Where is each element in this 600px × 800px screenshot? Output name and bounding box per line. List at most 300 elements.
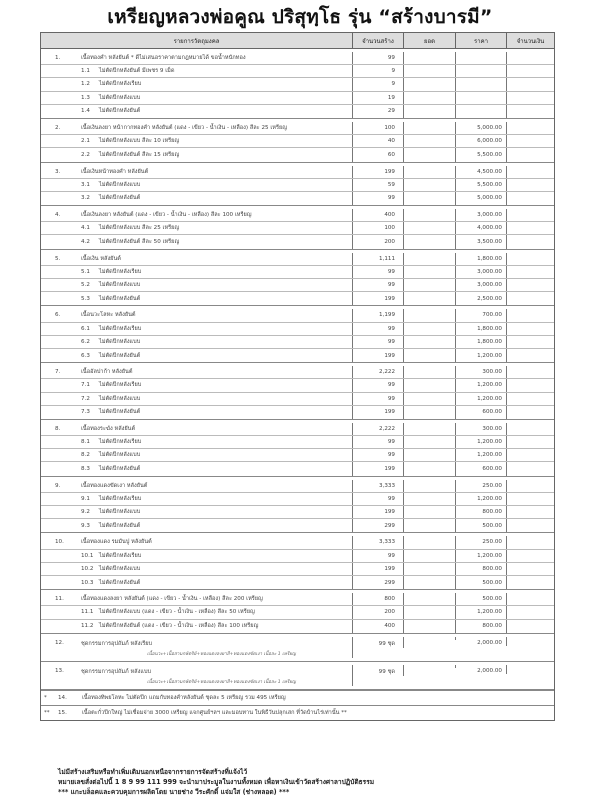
item-group — [41, 306, 554, 363]
price-cell: 500.00 — [456, 519, 507, 532]
item-number: 7.1 — [81, 382, 90, 389]
order-cell[interactable] — [404, 323, 456, 335]
item-name: ไม่ตัดปีกหลังแบบ — [99, 282, 141, 289]
item-cell — [41, 349, 353, 362]
price-cell: 1,200.00 — [456, 393, 507, 405]
item-name: ไม่ตัดปีกหลังแบบ สีละ 25 เหรียญ — [99, 225, 180, 232]
amount-cell[interactable] — [507, 536, 554, 548]
item-group — [41, 49, 554, 119]
item-number: 5.2 — [81, 282, 90, 289]
item-name: ไม่ตัดปีกหลังยันต์ — [99, 466, 141, 473]
item-name: ไม่ตัดปีกหลังยันต์ — [99, 108, 141, 115]
order-cell[interactable] — [404, 436, 456, 448]
price-cell: 250.00 — [456, 480, 507, 492]
order-cell[interactable] — [404, 122, 456, 134]
item-number: 7.3 — [81, 409, 90, 416]
set-group — [41, 634, 554, 662]
price-cell: 1,200.00 — [456, 449, 507, 461]
order-cell[interactable] — [404, 292, 456, 305]
quantity-cell: 99 ชุด — [353, 637, 404, 648]
price-cell: 5,000.00 — [456, 122, 507, 134]
order-cell[interactable] — [404, 65, 456, 77]
quantity-cell: 99 — [353, 266, 404, 278]
order-cell[interactable] — [404, 493, 456, 505]
item-number: 2. — [55, 125, 61, 132]
order-cell[interactable] — [404, 135, 456, 147]
quantity-cell: 99 — [353, 550, 404, 562]
quantity-cell: 29 — [353, 105, 404, 118]
price-cell: 700.00 — [456, 309, 507, 321]
order-cell[interactable] — [404, 309, 456, 321]
quantity-cell: 199 — [353, 349, 404, 362]
quantity-cell: 9 — [353, 78, 404, 90]
item-number: 6.3 — [81, 352, 90, 359]
order-cell[interactable] — [404, 279, 456, 291]
quantity-cell: 99 — [353, 379, 404, 391]
amount-cell[interactable] — [507, 366, 554, 378]
item-name: เนื้อเงิน หลังยันต์ — [81, 255, 121, 262]
order-cell[interactable] — [404, 606, 456, 618]
price-cell: 2,000.00 — [456, 637, 507, 646]
item-cell — [41, 637, 353, 658]
footer-line: ไม่มีสร้างเสริมหรือทำเพิ่มเติมนอกเหนือจากรายการจัดสร้างที่แจ้งไว้ — [58, 768, 248, 776]
amount-cell[interactable] — [507, 323, 554, 335]
item-cell — [41, 620, 353, 633]
footer-line: หมายเลขสั่งต่อไปนี้ 1 8 9 99 111 999 จะนำมาประมูลในงานทั้งหมด เพื่อหาเงินเข้าวัดสร้างศาลาปฏิบัติธรรม — [58, 778, 375, 786]
order-cell[interactable] — [404, 366, 456, 378]
item-cell — [41, 253, 353, 265]
amount-cell[interactable] — [507, 235, 554, 248]
table-row-sub — [41, 148, 554, 161]
item-cell — [41, 550, 353, 562]
price-cell — [456, 105, 507, 118]
amount-cell[interactable] — [507, 563, 554, 575]
item-number: 3.2 — [81, 195, 90, 202]
order-cell[interactable] — [404, 536, 456, 548]
item-name: เนื้อทองคำ หลังยันต์ * ดีไม่เสนอราคาตามกฎหมายได้ ขอน้ำหนักทอง — [81, 55, 246, 62]
order-table — [40, 32, 555, 721]
price-cell: 1,200.00 — [456, 606, 507, 618]
amount-cell[interactable] — [507, 292, 554, 305]
price-cell — [456, 92, 507, 104]
table-row-sub — [41, 192, 554, 205]
item-group — [41, 206, 554, 250]
item-cell — [41, 393, 353, 405]
item-cell — [41, 336, 353, 348]
price-cell: 800.00 — [456, 563, 507, 575]
item-name: ไม่ตัดปีกหลังแบบ — [99, 395, 141, 402]
price-cell: 300.00 — [456, 366, 507, 378]
item-number: 5. — [55, 255, 61, 262]
quantity-cell: 2,222 — [353, 366, 404, 378]
amount-cell[interactable] — [507, 336, 554, 348]
amount-cell[interactable] — [507, 279, 554, 291]
price-cell: 3,000.00 — [456, 279, 507, 291]
item-number: 1.2 — [81, 81, 90, 88]
price-cell: 1,200.00 — [456, 349, 507, 362]
item-name: ไม่ตัดปีกหลังยันต์ มีเพชร 9 เม็ด — [99, 68, 175, 75]
item-cell — [41, 166, 353, 178]
item-name: ชุดกรรมการอุปถัมภ์ หลังแบบ — [81, 668, 152, 675]
price-cell — [456, 78, 507, 90]
item-group — [41, 420, 554, 477]
item-cell — [41, 506, 353, 518]
order-cell[interactable] — [404, 336, 456, 348]
note-row — [41, 705, 554, 720]
item-cell — [41, 436, 353, 448]
item-cell — [41, 576, 353, 589]
header-amount: จำนวนเงิน — [516, 37, 545, 45]
table-row — [41, 52, 554, 65]
order-cell[interactable] — [404, 253, 456, 265]
amount-cell[interactable] — [507, 379, 554, 391]
item-name: ไม่ตัดปีกหลังเรียบ — [99, 552, 142, 559]
order-cell[interactable] — [404, 166, 456, 178]
quantity-cell: 60 — [353, 148, 404, 161]
order-cell[interactable] — [404, 620, 456, 633]
note-number: 15. — [58, 709, 67, 716]
table-row-sub — [41, 349, 554, 362]
item-number: 8. — [55, 425, 61, 432]
item-name: ไม่ตัดปีกหลังยันต์ สีละ 15 เหรียญ — [99, 151, 180, 158]
quantity-cell: 199 — [353, 292, 404, 305]
order-cell[interactable] — [404, 593, 456, 605]
quantity-cell: 199 — [353, 166, 404, 178]
quantity-cell: 100 — [353, 222, 404, 234]
item-name: ไม่ตัดปีกหลังเรียบ — [99, 268, 142, 275]
item-group — [41, 119, 554, 163]
quantity-cell: 9 — [353, 65, 404, 77]
item-number: 9. — [55, 482, 61, 489]
item-cell — [41, 379, 353, 391]
item-group — [41, 477, 554, 534]
item-name: เนื้อทองระฆัง หลังยันต์ — [81, 425, 136, 432]
footer-line: *** แกะบล็อคและควบคุมการผลิตโดย นายช่าง วีระศักดิ์ แจ่มใส (ช่างหลอด) *** — [58, 788, 290, 796]
item-cell — [41, 563, 353, 575]
quantity-cell: 199 — [353, 563, 404, 575]
quantity-cell: 400 — [353, 620, 404, 633]
amount-cell[interactable] — [507, 209, 554, 221]
order-cell[interactable] — [404, 449, 456, 461]
item-cell — [41, 593, 353, 605]
amount-cell[interactable] — [507, 576, 554, 589]
amount-cell[interactable] — [507, 462, 554, 475]
item-name: ไม่ตัดปีกหลังยันต์ — [99, 409, 141, 416]
table-row-sub — [41, 606, 554, 619]
price-cell: 800.00 — [456, 620, 507, 633]
item-cell — [41, 105, 353, 118]
amount-cell[interactable] — [507, 349, 554, 362]
item-name: เนื้อทองแดงลงยา หลังยันต์ (แดง - เขียว - น้ำเงิน - เหลือง) สีละ 200 เหรียญ — [81, 596, 263, 603]
amount-cell[interactable] — [507, 423, 554, 435]
item-cell — [41, 92, 353, 104]
price-cell: 3,500.00 — [456, 235, 507, 248]
item-name: ไม่ตัดปีกหลังยันต์ — [99, 579, 141, 586]
table-row-sub — [41, 235, 554, 248]
order-cell[interactable] — [404, 423, 456, 435]
price-cell: 500.00 — [456, 576, 507, 589]
amount-cell[interactable] — [507, 78, 554, 90]
order-cell[interactable] — [404, 665, 456, 668]
order-cell[interactable] — [404, 105, 456, 118]
amount-cell[interactable] — [507, 105, 554, 118]
note-number: 14. — [58, 694, 67, 701]
quantity-cell: 99 — [353, 192, 404, 205]
table-row-sub — [41, 105, 554, 118]
table-row-sub — [41, 563, 554, 576]
item-name: ไม่ตัดปีกหลังยันต์ สีละ 50 เหรียญ — [99, 239, 180, 246]
quantity-cell: 99 — [353, 323, 404, 335]
item-group — [41, 250, 554, 307]
quantity-cell: 1,199 — [353, 309, 404, 321]
amount-cell[interactable] — [507, 52, 554, 64]
item-cell — [41, 323, 353, 335]
order-cell[interactable] — [404, 393, 456, 405]
quantity-cell: 199 — [353, 462, 404, 475]
table-row-sub — [41, 135, 554, 148]
item-number: 1.1 — [81, 68, 90, 75]
amount-cell[interactable] — [507, 148, 554, 161]
order-cell[interactable] — [404, 379, 456, 391]
order-cell[interactable] — [404, 192, 456, 205]
amount-cell[interactable] — [507, 92, 554, 104]
amount-cell[interactable] — [507, 192, 554, 205]
price-cell: 1,200.00 — [456, 493, 507, 505]
price-cell: 5,000.00 — [456, 192, 507, 205]
quantity-cell: 99 — [353, 493, 404, 505]
note-text: เนื้อตะกั่วปีกใหญ่ ไม่เชื่อมจ่าย 3000 เหรียญ แจกศูนย์ฯลฯ และมอบทาน ในพิธีวันปลุกเสก ที่วัดบ้านไร่เท่านั้น ** — [82, 709, 347, 716]
price-cell: 5,500.00 — [456, 148, 507, 161]
quantity-cell: 99 — [353, 436, 404, 448]
item-number: 1.4 — [81, 108, 90, 115]
order-cell[interactable] — [404, 519, 456, 532]
price-cell: 1,800.00 — [456, 253, 507, 265]
item-cell — [41, 292, 353, 305]
quantity-cell: 199 — [353, 506, 404, 518]
amount-cell[interactable] — [507, 665, 554, 668]
item-number: 9.2 — [81, 509, 90, 516]
table-row-sub — [41, 266, 554, 279]
quantity-cell: 99 — [353, 279, 404, 291]
table-row — [41, 593, 554, 606]
item-name: ไม่ตัดปีกหลังยันต์ — [99, 522, 141, 529]
quantity-cell: 299 — [353, 519, 404, 532]
table-row-sub — [41, 493, 554, 506]
order-cell[interactable] — [404, 480, 456, 492]
item-number: 3.1 — [81, 181, 90, 188]
price-cell: 500.00 — [456, 593, 507, 605]
order-cell[interactable] — [404, 576, 456, 589]
item-name: ไม่ตัดปีกหลังแบบ — [99, 452, 141, 459]
price-cell: 1,800.00 — [456, 323, 507, 335]
item-name: ไม่ตัดปีกหลังยันต์ — [99, 352, 141, 359]
quantity-cell: 200 — [353, 606, 404, 618]
quantity-cell: 99 — [353, 393, 404, 405]
item-name: ไม่ตัดปีกหลังเรียบ — [99, 439, 142, 446]
table-row — [41, 253, 554, 266]
table-row-sub — [41, 406, 554, 419]
note-text: เนื้อทองทิพยโลหะ ไม่ตัดปีก แถมกับทองคำหลังยันต์ ชุดละ 5 เหรียญ รวม 495 เหรียญ — [82, 694, 286, 701]
item-cell — [41, 665, 353, 686]
price-cell: 1,800.00 — [456, 336, 507, 348]
amount-cell[interactable] — [507, 309, 554, 321]
item-number: 7. — [55, 369, 61, 376]
item-number: 4. — [55, 212, 61, 219]
amount-cell[interactable] — [507, 606, 554, 618]
table-row-sub — [41, 393, 554, 406]
order-cell[interactable] — [404, 235, 456, 248]
note-row — [41, 690, 554, 705]
item-name: เนื้อเงินหน้าทองคำ หลังยันต์ — [81, 168, 149, 175]
amount-cell[interactable] — [507, 493, 554, 505]
table-row-sub — [41, 78, 554, 91]
amount-cell[interactable] — [507, 166, 554, 178]
quantity-cell: 59 — [353, 179, 404, 191]
table-row-sub — [41, 449, 554, 462]
quantity-cell: 100 — [353, 122, 404, 134]
order-cell[interactable] — [404, 222, 456, 234]
price-cell: 6,000.00 — [456, 135, 507, 147]
amount-cell[interactable] — [507, 436, 554, 448]
item-number: 6. — [55, 312, 61, 319]
item-number: 5.3 — [81, 295, 90, 302]
quantity-cell: 2,222 — [353, 423, 404, 435]
order-cell[interactable] — [404, 266, 456, 278]
page-title: เหรียญหลวงพ่อคูณ ปริสุทฺโธ รุ่น “สร้างบารมี” — [107, 6, 493, 28]
quantity-cell: 199 — [353, 406, 404, 419]
item-name: ไม่ตัดปีกหลังเรียบ — [99, 325, 142, 332]
amount-cell[interactable] — [507, 506, 554, 518]
order-cell[interactable] — [404, 637, 456, 640]
price-cell: 250.00 — [456, 536, 507, 548]
item-number: 11.1 — [81, 609, 94, 616]
item-name: ไม่ตัดปีกหลังแบบ (แดง - เขียว - น้ำเงิน - เหลือง) สีละ 50 เหรียญ — [99, 609, 255, 616]
table-row-sub — [41, 506, 554, 519]
item-name: ไม่ตัดปีกหลังยันต์ — [99, 195, 141, 202]
item-number: 11. — [55, 596, 64, 603]
item-cell — [41, 449, 353, 461]
header-quantity: จำนวนสร้าง — [353, 33, 404, 48]
amount-cell[interactable] — [507, 179, 554, 191]
table-row-sub — [41, 550, 554, 563]
item-number: 13. — [55, 667, 64, 674]
amount-cell[interactable] — [507, 593, 554, 605]
amount-cell[interactable] — [507, 253, 554, 265]
item-cell — [41, 65, 353, 77]
amount-cell[interactable] — [507, 550, 554, 562]
item-cell — [41, 78, 353, 90]
item-name: เนื้อนวะโลหะ หลังยันต์ — [81, 312, 136, 319]
table-row — [41, 665, 554, 689]
item-cell — [41, 309, 353, 321]
order-cell[interactable] — [404, 462, 456, 475]
table-header — [41, 33, 554, 49]
amount-cell[interactable] — [507, 519, 554, 532]
table-row — [41, 423, 554, 436]
price-cell: 1,200.00 — [456, 550, 507, 562]
item-cell — [41, 606, 353, 618]
item-cell — [41, 52, 353, 64]
price-cell: 4,000.00 — [456, 222, 507, 234]
table-row — [41, 209, 554, 222]
item-name: ไม่ตัดปีกหลังแบบ — [99, 565, 141, 572]
item-group — [41, 533, 554, 590]
item-cell — [41, 279, 353, 291]
order-cell[interactable] — [404, 550, 456, 562]
quantity-cell: 200 — [353, 235, 404, 248]
item-cell — [41, 423, 353, 435]
order-cell[interactable] — [404, 349, 456, 362]
price-cell — [456, 65, 507, 77]
table-row-sub — [41, 519, 554, 532]
table-row-sub — [41, 620, 554, 633]
item-number: 10.1 — [81, 552, 94, 559]
item-description: เนื้อนวะ+เนื้อสามกษัตริย์+ทองแดงลงยาสี+ทองแดงขัดเงา เนื้อละ 1 เหรียญ — [147, 651, 296, 657]
order-cell[interactable] — [404, 406, 456, 419]
price-cell: 600.00 — [456, 462, 507, 475]
item-cell — [41, 536, 353, 548]
order-cell[interactable] — [404, 179, 456, 191]
quantity-cell: 3,333 — [353, 480, 404, 492]
item-cell — [41, 406, 353, 419]
item-cell — [41, 222, 353, 234]
amount-cell[interactable] — [507, 620, 554, 633]
order-cell[interactable] — [404, 52, 456, 64]
amount-cell[interactable] — [507, 449, 554, 461]
item-cell — [41, 235, 353, 248]
item-number: 9.1 — [81, 495, 90, 502]
amount-cell[interactable] — [507, 480, 554, 492]
note-mark: * — [44, 694, 47, 701]
order-cell[interactable] — [404, 92, 456, 104]
item-cell — [41, 493, 353, 505]
price-cell: 5,500.00 — [456, 179, 507, 191]
item-group — [41, 590, 554, 634]
amount-cell[interactable] — [507, 65, 554, 77]
item-group — [41, 163, 554, 207]
item-number: 8.3 — [81, 466, 90, 473]
order-cell[interactable] — [404, 563, 456, 575]
amount-cell[interactable] — [507, 222, 554, 234]
quantity-cell: 40 — [353, 135, 404, 147]
order-cell[interactable] — [404, 78, 456, 90]
amount-cell[interactable] — [507, 406, 554, 419]
amount-cell[interactable] — [507, 266, 554, 278]
table-row — [41, 637, 554, 661]
quantity-cell: 400 — [353, 209, 404, 221]
table-row — [41, 166, 554, 179]
item-cell — [41, 462, 353, 475]
item-number: 6.1 — [81, 325, 90, 332]
item-name: ไม่ตัดปีกหลังยันต์ (แดง - เขียว - น้ำเงิน - เหลือง) สีละ 100 เหรียญ — [99, 623, 259, 630]
item-number: 8.1 — [81, 439, 90, 446]
table-row-sub — [41, 65, 554, 78]
amount-cell[interactable] — [507, 135, 554, 147]
item-number: 1.3 — [81, 94, 90, 101]
order-cell[interactable] — [404, 209, 456, 221]
item-name: ไม่ตัดปีกหลังแบบ สีละ 10 เหรียญ — [99, 138, 180, 145]
order-cell[interactable] — [404, 506, 456, 518]
amount-cell[interactable] — [507, 122, 554, 134]
table-row — [41, 122, 554, 135]
item-cell — [41, 135, 353, 147]
order-cell[interactable] — [404, 148, 456, 161]
item-number: 10.3 — [81, 579, 94, 586]
price-cell: 800.00 — [456, 506, 507, 518]
amount-cell[interactable] — [507, 637, 554, 640]
price-cell: 2,500.00 — [456, 292, 507, 305]
amount-cell[interactable] — [507, 393, 554, 405]
